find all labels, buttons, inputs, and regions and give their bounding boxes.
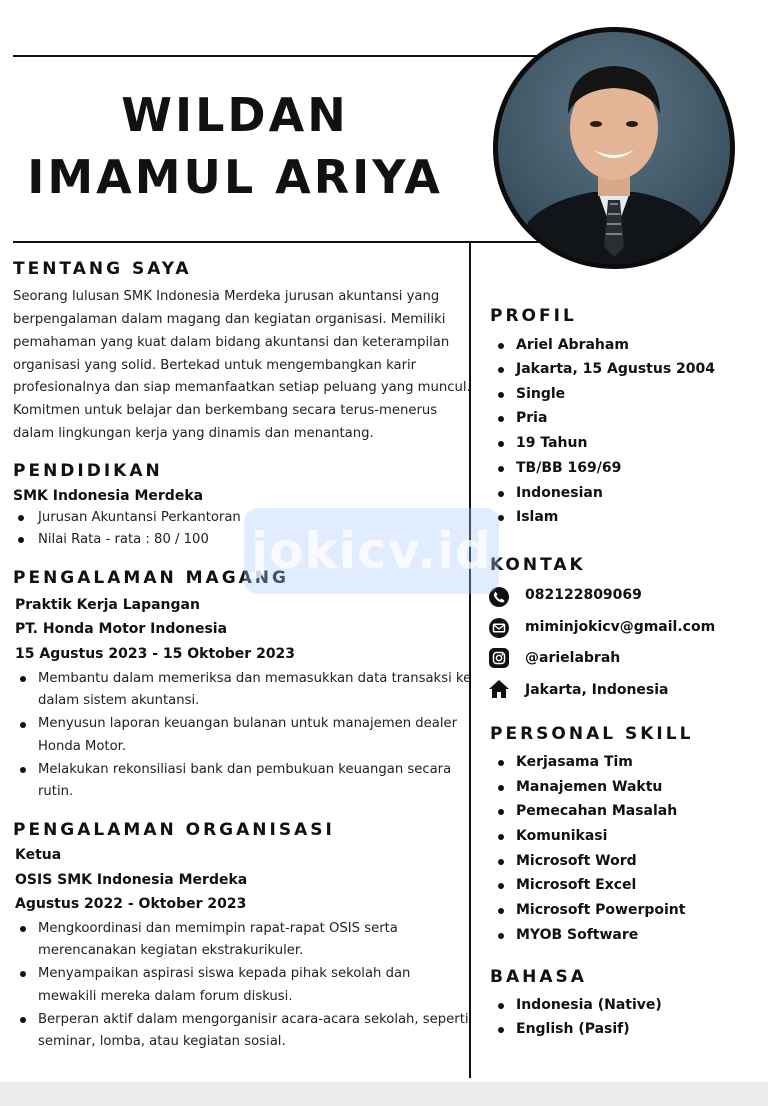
- about-line: Komitmen untuk belajar dan berkembang secara terus-menerus: [13, 403, 438, 418]
- internship-item: Honda Motor.: [38, 739, 127, 754]
- profile-photo-image: [498, 32, 730, 264]
- internship-heading: PENGALAMAN MAGANG: [13, 568, 289, 588]
- contact-phone: 082122809069: [525, 587, 642, 603]
- about-line: pemahaman yang kuat dalam bidang akuntansi dan keterampilan: [13, 335, 450, 350]
- bullet: [20, 676, 26, 682]
- language-item: English (Pasif): [516, 1021, 630, 1037]
- bullet: [498, 760, 504, 766]
- page-bottom-band: [0, 1082, 768, 1106]
- internship-company: PT. Honda Motor Indonesia: [15, 621, 228, 637]
- skill-item: Komunikasi: [516, 828, 608, 844]
- name-first-line: WILDAN: [121, 88, 349, 142]
- instagram-icon: [489, 648, 509, 668]
- skill-item: MYOB Software: [516, 927, 639, 943]
- bullet: [498, 859, 504, 865]
- education-heading: PENDIDIKAN: [13, 461, 163, 481]
- profile-heading: PROFIL: [490, 306, 577, 326]
- bullet: [20, 767, 26, 773]
- skill-item: Microsoft Word: [516, 853, 637, 869]
- internship-title: Praktik Kerja Lapangan: [15, 597, 200, 613]
- bullet: [498, 834, 504, 840]
- organization-item: merencanakan kegiatan ekstrakurikuler.: [38, 943, 304, 958]
- contact-heading: KONTAK: [490, 555, 586, 575]
- education-school: SMK Indonesia Merdeka: [13, 488, 204, 504]
- language-item: Indonesia (Native): [516, 997, 662, 1013]
- watermark: jokicv.id: [244, 508, 499, 594]
- internship-item: rutin.: [38, 784, 74, 799]
- top-divider: [13, 55, 543, 57]
- bullet: [498, 1003, 504, 1009]
- organization-role: Ketua: [15, 847, 62, 863]
- contact-email: miminjokicv@gmail.com: [525, 619, 716, 635]
- about-line: Seorang lulusan SMK Indonesia Merdeka jurusan akuntansi yang: [13, 289, 440, 304]
- home-icon: [488, 678, 510, 700]
- organization-heading: PENGALAMAN ORGANISASI: [13, 820, 335, 840]
- about-line: profesionalnya dan siap memanfaatkan setiap peluang yang muncul.: [13, 380, 471, 395]
- education-item: Nilai Rata - rata : 80 / 100: [38, 532, 209, 547]
- skills-heading: PERSONAL SKILL: [490, 724, 694, 744]
- column-divider: [469, 243, 471, 1078]
- profile-item: Jakarta, 15 Agustus 2004: [516, 361, 715, 377]
- bullet: [18, 515, 24, 521]
- bullet: [498, 466, 504, 472]
- bullet: [498, 933, 504, 939]
- profile-item: Ariel Abraham: [516, 337, 629, 353]
- bullet: [498, 343, 504, 349]
- profile-photo: [493, 27, 735, 269]
- about-line: dalam lingkungan kerja yang dinamis dan menantang.: [13, 426, 374, 441]
- organization-item: Mengkoordinasi dan memimpin rapat-rapat OSIS serta: [38, 921, 398, 936]
- header-bottom-divider: [13, 241, 543, 243]
- contact-instagram: @arielabrah: [525, 650, 621, 666]
- organization-item: seminar, lomba, atau kegiatan sosial.: [38, 1034, 286, 1049]
- bullet: [498, 883, 504, 889]
- bullet: [498, 441, 504, 447]
- internship-item: Membantu dalam memeriksa dan memasukkan data transaksi ke: [38, 671, 472, 686]
- profile-item: TB/BB 169/69: [516, 460, 622, 476]
- about-heading: TENTANG SAYA: [13, 259, 192, 279]
- skill-item: Microsoft Excel: [516, 877, 637, 893]
- bullet: [498, 785, 504, 791]
- contact-address: Jakarta, Indonesia: [525, 682, 669, 698]
- skill-item: Pemecahan Masalah: [516, 803, 678, 819]
- about-line: organisasi yang solid. Bertekad untuk mengembangkan karir: [13, 358, 417, 373]
- bullet: [498, 367, 504, 373]
- bullet: [20, 926, 26, 932]
- profile-item: Indonesian: [516, 485, 603, 501]
- skill-item: Kerjasama Tim: [516, 754, 633, 770]
- internship-period: 15 Agustus 2023 - 15 Oktober 2023: [15, 646, 296, 662]
- profile-item: Pria: [516, 410, 548, 426]
- organization-item: Berperan aktif dalam mengorganisir acara-acara sekolah, seperti: [38, 1012, 469, 1027]
- profile-item: Islam: [516, 509, 559, 525]
- bullet: [498, 1027, 504, 1033]
- bullet: [498, 392, 504, 398]
- name-second-line: IMAMUL ARIYA: [27, 150, 443, 204]
- skill-item: Microsoft Powerpoint: [516, 902, 686, 918]
- bullet: [20, 971, 26, 977]
- bullet: [20, 1017, 26, 1023]
- bullet: [498, 908, 504, 914]
- about-line: berpengalaman dalam magang dan kegiatan organisasi. Memiliki: [13, 312, 446, 327]
- bullet: [18, 537, 24, 543]
- education-item: Jurusan Akuntansi Perkantoran: [38, 510, 241, 525]
- mail-icon: [489, 618, 509, 638]
- organization-item: Menyampaikan aspirasi siswa kepada pihak sekolah dan: [38, 966, 411, 981]
- organization-name: OSIS SMK Indonesia Merdeka: [15, 872, 248, 888]
- person-portrait-icon: [498, 32, 730, 264]
- bullet: [498, 491, 504, 497]
- bullet: [498, 416, 504, 422]
- internship-item: Melakukan rekonsiliasi bank dan pembukuan keuangan secara: [38, 762, 452, 777]
- bullet: [498, 809, 504, 815]
- organization-period: Agustus 2022 - Oktober 2023: [15, 896, 247, 912]
- languages-heading: BAHASA: [490, 967, 587, 987]
- internship-item: dalam sistem akuntansi.: [38, 693, 200, 708]
- profile-item: 19 Tahun: [516, 435, 588, 451]
- bullet: [20, 722, 26, 728]
- skill-item: Manajemen Waktu: [516, 779, 663, 795]
- internship-item: Menyusun laporan keuangan bulanan untuk manajemen dealer: [38, 716, 458, 731]
- profile-item: Single: [516, 386, 566, 402]
- organization-item: mewakili mereka dalam forum diskusi.: [38, 989, 293, 1004]
